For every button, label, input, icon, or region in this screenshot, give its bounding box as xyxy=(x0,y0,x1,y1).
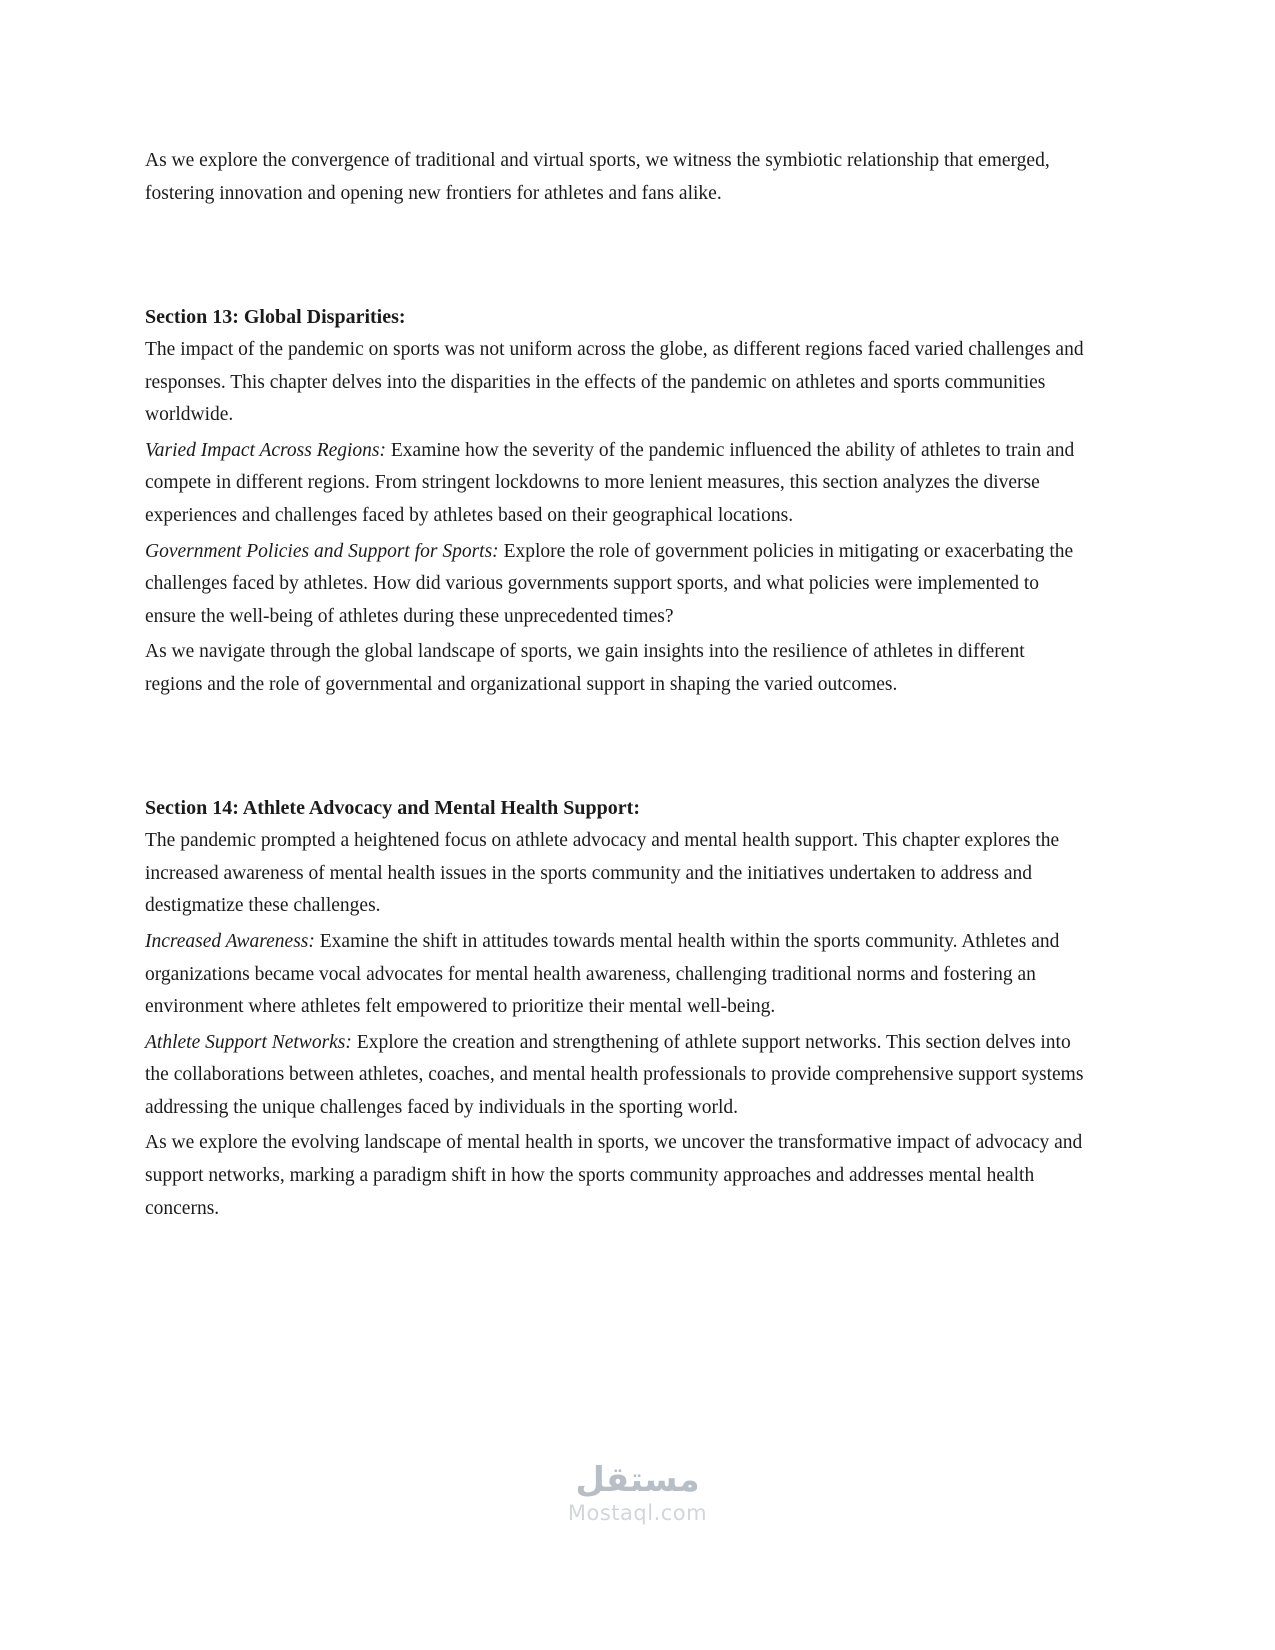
paragraph-text: Examine how the severity of the pandemic influenced the ability of athletes to train and compete in different regions. From stringent lockdowns to more lenient measures, this section analyzes the diverse experiences and challenges faced by athletes based on their geographical locations. xyxy=(145,439,1075,526)
watermark xyxy=(0,1462,1275,1525)
paragraph-text: Explore the role of government policies in mitigating or exacerbating the challenges faced by athletes. How did various governments support sports, and what policies were implemented to ensure the well-being of athletes during these unprecedented times? xyxy=(145,540,1074,627)
paragraph-lead: Varied Impact Across Regions: xyxy=(145,439,387,461)
mostaql-logo: مستقل xyxy=(575,1460,700,1500)
mostaql-site-label: Mostaql.com xyxy=(567,1501,708,1526)
paragraph-text: As we explore the evolving landscape of mental health in sports, we uncover the transformative impact of advocacy and support networks, marking a paradigm shift in how the sports community approaches and addresses mental health concerns. xyxy=(145,1132,1083,1219)
paragraph-text: Examine the shift in attitudes towards mental health within the sports community. Athletes and organizations became vocal advocates for mental health awareness, challenging traditional norms and fostering an environment where athletes felt empowered to prioritize their mental well-being. xyxy=(145,931,1060,1018)
section-13-paragraph-1 xyxy=(145,334,1085,432)
section-14-paragraph-4 xyxy=(145,1127,1085,1225)
section-14-paragraph-2 xyxy=(145,926,1085,1024)
section-13-paragraph-3 xyxy=(145,536,1085,634)
paragraph-text: The impact of the pandemic on sports was not uniform across the globe, as different regions faced varied challenges and responses. This chapter delves into the disparities in the effects of the pandemic on athletes and sports communities worldwide. xyxy=(145,339,1084,426)
section-14-heading: Section 14: Athlete Advocacy and Mental Health Support: xyxy=(145,797,640,820)
paragraph-text: As we navigate through the global landscape of sports, we gain insights into the resilience of athletes in different regions and the role of governmental and organizational support in shaping the varied outcomes. xyxy=(145,641,1025,695)
section-14-paragraph-3 xyxy=(145,1027,1085,1125)
paragraph-lead: Government Policies and Support for Sports: xyxy=(145,540,499,562)
paragraph-text: The pandemic prompted a heightened focus on athlete advocacy and mental health support. This chapter explores the increased awareness of mental health issues in the sports community and the initiatives undertaken to address and destigmatize these challenges. xyxy=(145,830,1060,917)
intro-paragraph-text: As we explore the convergence of traditional and virtual sports, we witness the symbiotic relationship that emerged, fostering innovation and opening new frontiers for athletes and fans alike. xyxy=(145,150,1050,204)
section-13-paragraph-4 xyxy=(145,636,1085,701)
section-13-heading: Section 13: Global Disparities: xyxy=(145,306,406,329)
section-13-paragraph-2 xyxy=(145,435,1085,533)
intro-paragraph xyxy=(145,145,1085,210)
paragraph-text: Explore the creation and strengthening of athlete support networks. This section delves into the collaborations between athletes, coaches, and mental health professionals to provide comprehensive support systems addressing the unique challenges faced by individuals in the sporting world. xyxy=(145,1031,1084,1118)
paragraph-lead: Athlete Support Networks: xyxy=(145,1031,352,1053)
paragraph-lead: Increased Awareness: xyxy=(145,931,315,952)
section-14-paragraph-1 xyxy=(145,825,1085,923)
